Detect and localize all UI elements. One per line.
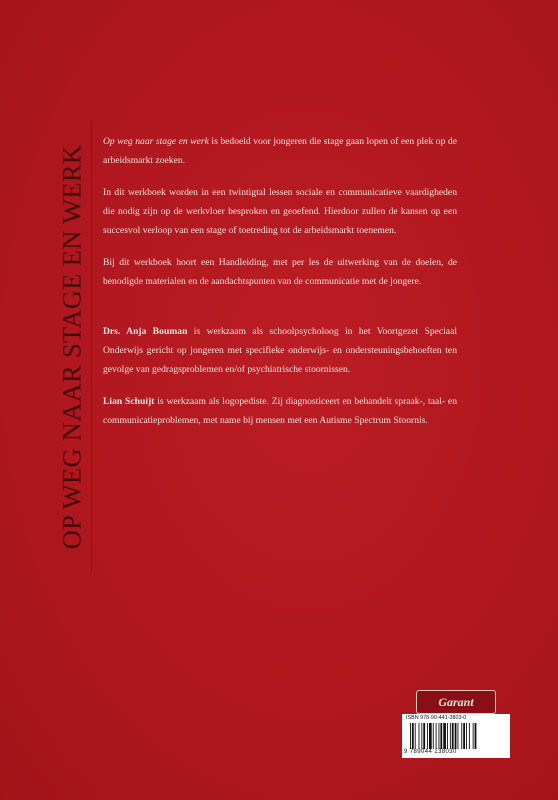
barcode-block (402, 690, 510, 760)
barcode-bar (412, 723, 414, 749)
blurb-paragraph-3: Bij dit werkboek hoort een Handleiding, met per les de uitwerking van de doelen, de benodigde materialen en de aandachtspunten van de communicatie met de jongere. (103, 257, 457, 287)
author-bio-2-text: is werkzaam als logopediste. Zij diagnosticeert en behandelt spraak-, taal- en communicatieproblemen, met name bij mensen met een Autisme Spectrum Stoornis. (103, 396, 457, 426)
barcode-bar (450, 723, 451, 749)
barcode-bar (463, 723, 465, 749)
blurb-paragraph-1-text: is bedoeld voor jongeren die stage gaan lopen of een plek op de arbeidsmarkt zoeken. (103, 136, 457, 166)
blurb-paragraph-1 (103, 132, 457, 170)
divider-line (91, 122, 92, 572)
barcode-bar (443, 723, 446, 749)
barcode-bar (423, 723, 425, 749)
book-title-italic: Op weg naar stage en werk (103, 136, 209, 147)
author-name-2: Lian Schuijt (103, 396, 155, 407)
barcode-bar (429, 723, 432, 749)
barcode-bar (469, 723, 470, 749)
author-bio-1 (103, 322, 457, 379)
barcode-bar (427, 723, 428, 749)
barcode-bar (475, 723, 477, 749)
barcode-icon (410, 723, 502, 749)
author-name-1: Drs. Anja Bouman (103, 326, 188, 337)
barcode-bar (440, 723, 442, 749)
barcode-bar (473, 723, 474, 749)
barcode-bar (455, 723, 457, 749)
author-bio-1-text: is werkzaam als schoolpsycholoog in het Voortgezet Speciaal Onderwijs gericht op jongeren met specifieke onderwijs- en ondersteuningsbehoeften ten gevolge van gedragsproblemen en/of psychiatrische stoornissen. (103, 326, 457, 375)
barcode-bar (410, 723, 411, 749)
barcode-bar (461, 723, 462, 749)
spine-title-area (57, 127, 87, 567)
blurb (103, 132, 457, 443)
barcode-digits: 9 789044 138030 (404, 749, 457, 755)
barcode-bar (452, 723, 454, 749)
barcode-bar (415, 723, 416, 749)
barcode-bar (433, 723, 434, 749)
spine-title: OP WEG NAAR STAGE EN WERK (56, 144, 87, 550)
spacer (103, 304, 457, 322)
publisher-logo: Garant (416, 690, 496, 714)
barcode-bar (447, 723, 448, 749)
barcode-bar (421, 723, 422, 749)
barcode-bar (419, 723, 420, 749)
isbn-label (402, 714, 510, 758)
barcode-bar (439, 723, 440, 749)
barcode-bar (436, 723, 437, 749)
isbn-text: ISBN 978-90-441-3803-0 (406, 715, 467, 721)
blurb-paragraph-2: In dit werkboek worden in een twintigtal lessen sociale en communicatieve vaardigheden die nodig zijn op de werkvloer besproken en geoefend. Hierdoor zullen de kansen op een succesvol verloop van een stage of toetreding tot de arbeidsmarkt toenemen. (103, 187, 457, 236)
barcode-bar (466, 723, 467, 749)
barcode-bar (458, 723, 459, 749)
author-bio-2 (103, 392, 457, 430)
